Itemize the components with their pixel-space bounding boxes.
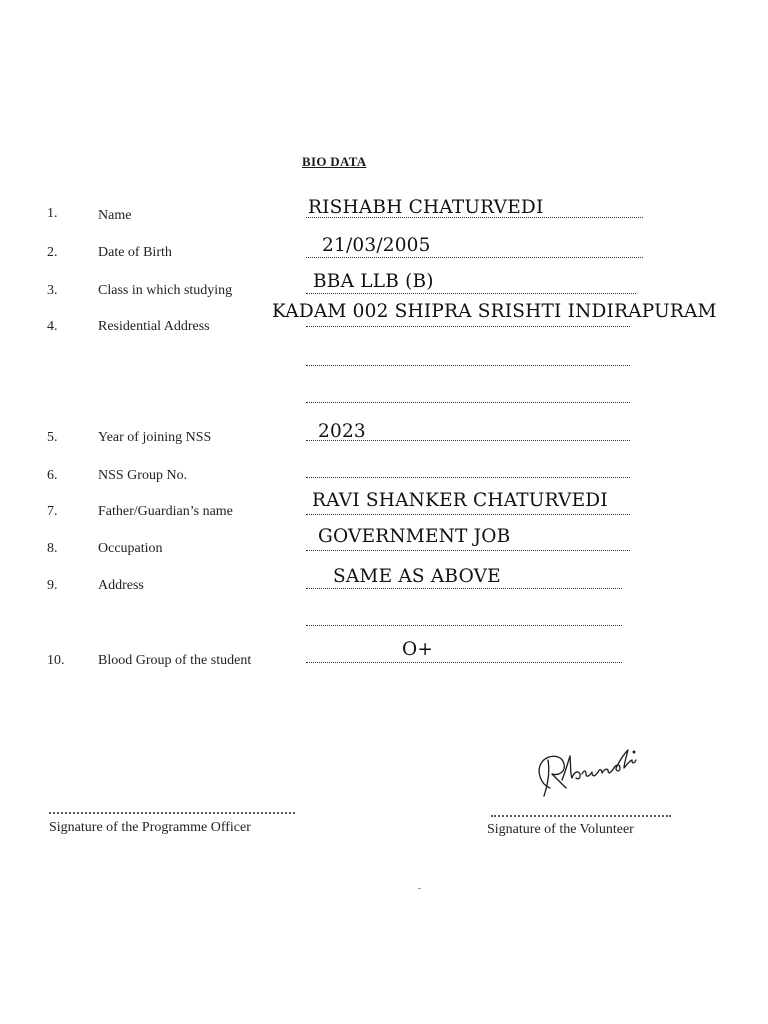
answer-line [306, 662, 622, 663]
answer-line [306, 365, 630, 366]
field-value-name: RISHABH CHATURVEDI [308, 197, 544, 218]
field-label-nss-year: Year of joining NSS [98, 430, 212, 445]
answer-line [306, 550, 630, 551]
field-number-occupation: 8. [47, 541, 58, 556]
field-value-parent-address: SAME AS ABOVE [333, 566, 501, 587]
field-number-parent-address: 9. [47, 578, 58, 593]
answer-line [306, 588, 622, 589]
field-value-dob: 21/03/2005 [322, 235, 431, 256]
volunteer-signature-line [491, 815, 671, 817]
field-label-name: Name [98, 208, 132, 223]
answer-line [306, 293, 636, 294]
answer-line [306, 477, 630, 478]
field-value-nss-year: 2023 [318, 421, 366, 442]
field-number-guardian: 7. [47, 504, 58, 519]
field-number-nss-group: 6. [47, 468, 58, 483]
field-label-parent-address: Address [98, 578, 144, 593]
field-label-dob: Date of Birth [98, 245, 172, 260]
answer-line [306, 440, 630, 441]
field-value-guardian: RAVI SHANKER CHATURVEDI [312, 490, 608, 511]
field-number-blood-group: 10. [47, 653, 65, 668]
answer-line [306, 402, 630, 403]
field-value-class: BBA LLB (B) [313, 271, 434, 292]
volunteer-signature-label: Signature of the Volunteer [487, 822, 634, 837]
scan-speck [418, 888, 421, 889]
answer-line [306, 217, 643, 218]
field-value-occupation: GOVERNMENT JOB [318, 526, 511, 547]
field-label-blood-group: Blood Group of the student [98, 653, 252, 668]
officer-signature-label: Signature of the Programme Officer [49, 820, 251, 835]
form-title: BIO DATA [302, 154, 367, 169]
field-value-blood-group: O+ [402, 639, 434, 660]
field-number-name: 1. [47, 206, 58, 221]
answer-line [306, 257, 643, 258]
field-value-address: KADAM 002 SHIPRA SRISHTI INDIRAPURAM [272, 301, 717, 322]
answer-line [306, 625, 622, 626]
field-label-nss-group: NSS Group No. [98, 468, 188, 483]
field-label-guardian: Father/Guardian’s name [98, 504, 233, 519]
answer-line [306, 514, 630, 515]
officer-signature-line [49, 812, 295, 814]
field-number-nss-year: 5. [47, 430, 58, 445]
field-label-occupation: Occupation [98, 541, 163, 556]
field-label-class: Class in which studying [98, 283, 233, 298]
field-number-address: 4. [47, 319, 58, 334]
field-label-address: Residential Address [98, 319, 210, 334]
volunteer-signature [528, 740, 640, 802]
answer-line [306, 326, 630, 327]
field-number-class: 3. [47, 283, 58, 298]
field-number-dob: 2. [47, 245, 58, 260]
